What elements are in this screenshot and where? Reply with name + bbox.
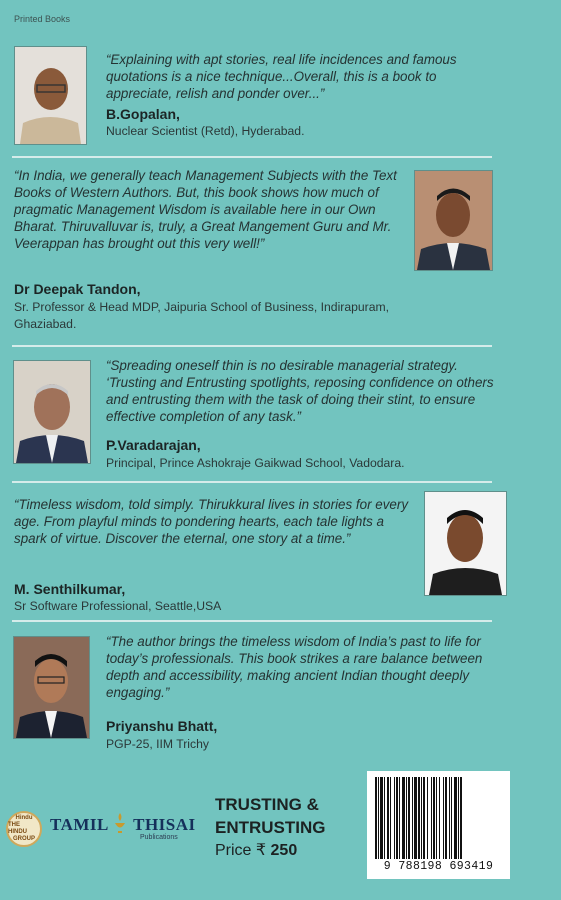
barcode-bar xyxy=(402,777,405,859)
logo-text: GROUP xyxy=(12,836,35,842)
barcode-bar xyxy=(390,777,391,859)
hindu-group-logo xyxy=(6,811,42,847)
barcode-bar xyxy=(378,777,379,859)
lamp-icon xyxy=(112,812,128,834)
divider xyxy=(12,620,492,622)
book-title-line: TRUSTING & xyxy=(215,795,319,814)
price xyxy=(215,840,297,860)
barcode-bar xyxy=(436,777,437,859)
divider xyxy=(12,345,492,347)
barcode-bar xyxy=(387,777,389,859)
barcode-bar xyxy=(449,777,450,859)
barcode-bar xyxy=(433,777,435,859)
testimonial-quote: “Timeless wisdom, told simply. Thirukkural lives in stories for every age. From playful minds to pondering hearts, each tale lights a spark of virtue. Discover the eternal, one story at a time.” xyxy=(14,497,409,546)
barcode-bar xyxy=(439,777,440,859)
testimonial-name: B.Gopalan, xyxy=(106,106,180,122)
divider xyxy=(12,156,492,158)
barcode-bar xyxy=(418,777,420,859)
printed-books-label: Printed Books xyxy=(14,14,71,24)
testimonial-name: Priyanshu Bhatt, xyxy=(106,718,218,734)
barcode-bar xyxy=(396,777,398,859)
barcode-bar xyxy=(443,777,444,859)
testimonial-desc: Sr. Professor & Head MDP, Jaipuria School of Business, Indirapuram, Ghaziabad. xyxy=(14,300,390,331)
portrait-deepak-tandon xyxy=(414,170,493,271)
publisher-name-left: TAMIL xyxy=(50,815,108,834)
price-value: 250 xyxy=(270,842,298,859)
barcode-bar xyxy=(380,777,383,859)
isbn-number: 9 788198 693419 xyxy=(383,860,494,873)
divider xyxy=(12,481,492,483)
price-label: Price ₹ xyxy=(215,842,267,859)
publisher-name-right: THISAI xyxy=(133,815,196,834)
barcode-bar xyxy=(458,777,459,859)
barcode-bar xyxy=(408,777,410,859)
barcode-bar xyxy=(445,777,447,859)
testimonial-quote: “Spreading oneself thin is no desirable managerial strategy. ‘Trusting and Entrusting spotlights, reposing confidence on others and entrusting them with the task of doing their stint, to ensure effective completion of any task.” xyxy=(106,358,494,424)
testimonial-quote: “In India, we generally teach Management Subjects with the Text Books of Western Authors. But, this book shows how much of pragmatic Management Wisdom is available here in our Own Bharat. Thiruvalluvar is, truly, a Great Mangement Guru and Mr. Veerappan has brought out this very well!” xyxy=(14,168,397,251)
publisher-subtitle: Publications xyxy=(140,834,178,841)
barcode-bar xyxy=(406,777,407,859)
testimonial-quote: “Explaining with apt stories, real life incidences and famous quotations is a nice technique...Overall, this is a book to appreciate, relish and ponder over...” xyxy=(106,52,457,101)
testimonial-desc: Principal, Prince Ashokraje Gaikwad School, Vadodara. xyxy=(106,456,405,470)
portrait-b-gopalan xyxy=(14,46,87,145)
portrait-m-senthilkumar xyxy=(424,491,507,596)
testimonial-quote: “The author brings the timeless wisdom of India’s past to life for today’s professionals. This book strikes a rare balance between depth and accessibility, making ancient Indian thought deeply engaging.” xyxy=(106,634,483,700)
logo-text: Hindu xyxy=(15,815,33,821)
testimonial-name: P.Varadarajan, xyxy=(106,437,201,453)
logo-text: THE HINDU xyxy=(8,822,27,835)
barcode-bars xyxy=(375,777,502,859)
barcode-bar xyxy=(412,777,413,859)
barcode-bar xyxy=(451,777,452,859)
barcode xyxy=(367,771,510,879)
testimonial-desc: Sr Software Professional, Seattle,USA xyxy=(14,599,222,613)
barcode-bar xyxy=(414,777,417,859)
barcode-bar xyxy=(384,777,385,859)
barcode-bar xyxy=(421,777,422,859)
testimonial-desc: Nuclear Scientist (Retd), Hyderabad. xyxy=(106,124,305,138)
barcode-bar xyxy=(394,777,395,859)
barcode-bar xyxy=(427,777,428,859)
barcode-bar xyxy=(460,777,462,859)
book-title xyxy=(215,793,326,839)
portrait-p-varadarajan xyxy=(13,360,91,464)
barcode-bar xyxy=(399,777,400,859)
testimonial-desc: PGP-25, IIM Trichy xyxy=(106,737,209,751)
barcode-bar xyxy=(431,777,432,859)
barcode-bar xyxy=(423,777,425,859)
testimonial-name: M. Senthilkumar, xyxy=(14,581,126,597)
testimonial-name: Dr Deepak Tandon, xyxy=(14,281,141,297)
portrait-priyanshu-bhatt xyxy=(13,636,90,739)
book-title-line: ENTRUSTING xyxy=(215,818,326,837)
barcode-bar xyxy=(454,777,457,859)
barcode-bar xyxy=(375,777,377,859)
